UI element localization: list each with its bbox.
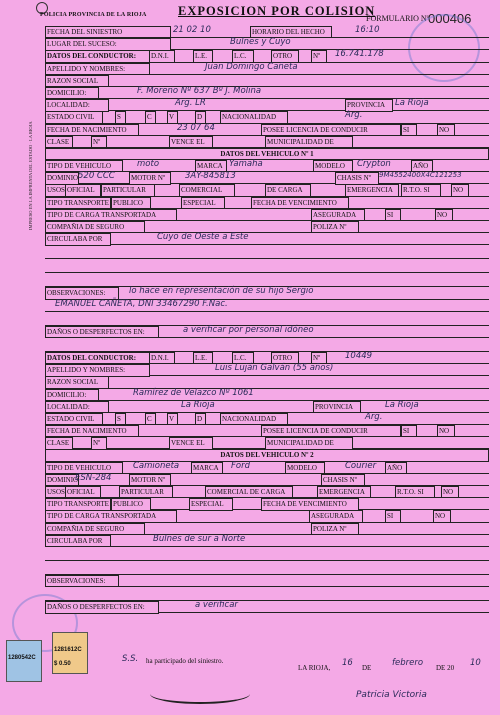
label-municipalidad: MUNICIPALIDAD DE [265,136,353,148]
value-firma2: Patricia Victoria [356,690,427,700]
value-lugar: Bulnes y Cuyo [230,37,291,48]
label-ano: AÑO [385,462,407,474]
value-danos1: a verificar por personal idóneo [183,324,314,335]
blank-row [45,561,489,575]
row-circulaba2 [45,535,489,547]
label-c: C [145,111,156,123]
de-label: DE [362,664,372,672]
label-compania: COMPAÑIA DE SEGURO [45,221,145,233]
label-datos-conductor: DATOS DEL CONDUCTOR: [45,50,150,62]
label-motor: MOTOR Nº [129,172,171,184]
label-no: NO [435,209,453,221]
blank-row [45,259,489,273]
form-title: EXPOSICION POR COLISION [178,4,376,18]
label-poliza: POLIZA Nº [311,523,359,535]
label-danos: DAÑOS O DESPERFECTOS EN: [45,326,159,338]
value-circulaba1: Cuyo de Oeste a Este [157,232,249,243]
label-asegurada: ASEGURADA [309,510,363,522]
row-transporte1 [45,197,489,209]
row-fnac1 [45,124,489,136]
value-domicilio1: F. Moreno Nº 637 Bº J. Molina [137,85,262,96]
label-observaciones: OBSERVACIONES: [45,575,119,587]
label-v: V [167,413,178,425]
label-no: NO [433,510,451,522]
label-chasis: CHASIS Nº [335,172,379,184]
row-clase1 [45,136,489,148]
row-localidad1 [45,99,489,111]
label-v: V [167,111,178,123]
row-carga2 [45,510,489,522]
value-marca1: Yamaha [229,159,263,170]
label-tipo-vehiculo: TIPO DE VEHICULO [45,462,123,474]
row-section-veh2 [45,449,489,461]
label-razon: RAZON SOCIAL [45,75,109,87]
label-poliza: POLIZA Nº [311,221,359,233]
label-c: C [145,413,156,425]
label-nacionalidad: NACIONALIDAD [220,413,288,425]
value-fnac1: 23 07 64 [177,122,215,133]
label-d: D [195,413,206,425]
label-vence: VENCE EL [169,136,213,148]
row-apellido1 [45,63,489,75]
label-dominio: DOMINIO [45,474,79,486]
row-danos2 [45,601,489,613]
row-razon2 [45,376,489,388]
value-dominio1: 520 CCC [78,171,115,182]
label-no: NO [437,425,455,437]
label-otro: OTRO [271,50,299,62]
section-vehiculo-2: DATOS DEL VEHICULO Nº 2 [45,449,489,461]
value-obs2: EMANUEL CAÑETA, DNI 33467290 F.Nac. [55,298,228,309]
blank-row [45,312,489,326]
value-modelo2: Courier [345,460,377,471]
label-oficial: OFICIAL [65,184,101,196]
label-domicilio: DOMICILIO: [45,87,99,99]
label-apellido: APELLIDO Y NOMBRES: [45,364,150,376]
label-provincia: PROVINCIA [345,99,393,111]
label-rto-si: R.T.O. SI [395,486,435,498]
label-circulaba: CIRCULABA POR [45,535,111,547]
value-domicilio2: Ramírez de Velazco Nº 1061 [133,387,254,398]
value-danos2: a verificar [195,600,238,611]
row-tipo2 [45,462,489,474]
value-circulaba2: Bulnes de sur a Norte [153,533,246,544]
label-usos: USOS [45,486,67,498]
blank-row [45,547,489,561]
label-observaciones: OBSERVACIONES: [45,287,119,299]
label-lc: L.C. [232,352,254,364]
label-tipo-transporte: TIPO TRANSPORTE [45,498,111,510]
label-n: Nº [311,352,327,364]
row-lugar [45,38,489,50]
label-si: SI [401,124,417,136]
blank-row [45,338,489,352]
row-estado1 [45,111,489,123]
label-municipalidad: MUNICIPALIDAD DE [265,437,353,449]
value-nacionalidad2: Arg. [365,411,383,422]
label-dni: D.N.I. [149,50,175,62]
value-fecha-mes: febrero [392,658,424,668]
label-localidad: LOCALIDAD: [45,99,109,111]
value-dominio2: ESN-284 [75,472,112,483]
label-usos: USOS [45,184,67,196]
label-fecha-venc: FECHA DE VENCIMIENTO [261,498,359,510]
label-tipo-carga: TIPO DE CARGA TRANSPORTADA [45,510,177,522]
label-fecha-nac: FECHA DE NACIMIENTO [45,425,139,437]
printer-side-text: IMPRESO EN LA IMPRENTA DEL ESTADO · LA RIOJA [28,121,33,230]
label-s: S [115,111,126,123]
row-obs2 [45,300,489,312]
label-datos-conductor: DATOS DEL CONDUCTOR: [45,352,150,364]
label-domicilio: DOMICILIO: [45,389,99,401]
value-localidad1: Arg. LR [175,98,206,109]
value-nombre2: Luis Luján Galván (55 años) [215,363,334,374]
label-fecha-venc: FECHA DE VENCIMIENTO [251,197,349,209]
label-localidad: LOCALIDAD: [45,401,109,413]
label-dni: D.N.I. [149,352,175,364]
value-modelo1: Crypton [357,159,391,170]
row-domicilio2 [45,389,489,401]
row-apellido2 [45,364,489,376]
label-si: SI [385,209,401,221]
label-no: NO [451,184,469,196]
label-le: L.E. [193,352,213,364]
label-motor: MOTOR Nº [129,474,171,486]
label-n: Nº [311,50,327,62]
label-lc: L.C. [232,50,254,62]
label-provincia: PROVINCIA [313,401,361,413]
label-d: D [195,111,206,123]
value-marca2: Ford [231,460,250,471]
value-provincia1: La Rioja [395,98,429,109]
value-chasis1: 9M4552400X4C121253 [379,171,462,180]
label-particular: PARTICULAR [119,486,173,498]
label-clase: CLASE [45,437,73,449]
label-horario: HORARIO DEL HECHO [250,26,332,38]
label-comercial: COMERCIAL [179,184,235,196]
row-dominio1 [45,172,489,184]
label-danos: DAÑOS O DESPERFECTOS EN: [45,601,159,613]
label-razon: RAZON SOCIAL [45,376,109,388]
label-si: SI [385,510,401,522]
row-carga1 [45,209,489,221]
participado-text: ha participado del siniestro. [146,657,224,665]
label-le: L.E. [193,50,213,62]
blank-row [45,245,489,259]
seal-number-1: 1280542C [8,655,36,661]
label-de-carga: DE CARGA [265,184,311,196]
row-estado2 [45,413,489,425]
label-publico: PUBLICO [111,498,151,510]
label-tipo-carga: TIPO DE CARGA TRANSPORTADA [45,209,177,221]
label-comercial-carga: COMERCIAL DE CARGA [205,486,293,498]
value-localidad2: La Rioja [181,399,215,410]
row-section-veh1 [45,148,489,160]
label-otro: OTRO [271,352,299,364]
label-apellido: APELLIDO Y NOMBRES: [45,63,150,75]
row-transporte2 [45,498,489,510]
label-licencia: POSEE LICENCIA DE CONDUCIR [261,124,401,136]
label-especial: ESPECIAL [189,498,233,510]
label-tipo-vehiculo: TIPO DE VEHICULO [45,160,123,172]
form-grid [45,26,489,613]
row-usos2 [45,486,489,498]
revenue-seal [6,640,42,682]
row-circulaba1 [45,233,489,245]
label-asegurada: ASEGURADA [311,209,365,221]
row-obs-v2 [45,575,489,587]
blank-row [45,587,489,601]
seal-number-2: 1281612C [54,647,82,653]
label-clase: CLASE [45,136,73,148]
value-dni1: 16.741.178 [335,49,384,60]
value-fecha-ano: 10 [470,658,481,668]
label-fecha-siniestro: FECHA DEL SINIESTRO [45,26,171,38]
label-modelo: MODELO [313,160,353,172]
seal-value: $ 0.50 [54,661,71,667]
label-fecha-nac: FECHA DE NACIMIENTO [45,124,139,136]
label-n: Nº [91,136,107,148]
value-motor1: 3AY-845813 [185,171,236,182]
label-dominio: DOMINIO [45,172,79,184]
form-number-label: FORMULARIO Nº [366,14,430,23]
label-oficial: OFICIAL [65,486,101,498]
label-compania: COMPAÑIA DE SEGURO [45,523,145,535]
de-year-label: DE 20 [436,664,455,672]
row-razon1 [45,75,489,87]
value-obs1: lo hace en representación de su hijo Sergio [129,286,314,297]
value-nacionalidad1: Arg. [345,110,363,121]
value-tipo2: Camioneta [133,460,180,471]
label-estado-civil: ESTADO CIVIL [45,413,103,425]
la-rioja-label: LA RIOJA, [298,664,331,672]
value-fecha-dia: 16 [342,658,353,668]
form-number: 000406 [428,11,472,26]
label-ano: AÑO [411,160,433,172]
value-firma-ref: S.S. [122,654,139,664]
label-emergencia: EMERGENCIA [317,486,371,498]
revenue-seal [52,632,88,674]
signature-1 [150,684,250,704]
value-dni2: 10449 [345,350,373,361]
label-licencia: POSEE LICENCIA DE CONDUCIR [261,425,401,437]
label-marca: MARCA [195,160,227,172]
label-modelo: MODELO [285,462,325,474]
row-usos1 [45,184,489,196]
row-danos1 [45,326,489,338]
row-clase2 [45,437,489,449]
label-nacionalidad: NACIONALIDAD [220,111,288,123]
row-seguro2 [45,523,489,535]
label-circulaba: CIRCULABA POR [45,233,111,245]
label-no: NO [437,124,455,136]
section-vehiculo-1: DATOS DEL VEHICULO Nº 1 [45,148,489,160]
label-n: Nº [91,437,107,449]
label-chasis: CHASIS Nº [321,474,365,486]
row-seguro1 [45,221,489,233]
label-rto-si: R.T.O. SI [401,184,441,196]
label-no: NO [441,486,459,498]
label-estado-civil: ESTADO CIVIL [45,111,103,123]
label-marca: MARCA [191,462,223,474]
value-hora: 16:10 [355,25,380,35]
value-tipo1: moto [137,159,160,170]
value-fecha: 21 02 10 [173,25,211,35]
row-localidad2 [45,401,489,413]
label-s: S [115,413,126,425]
label-publico: PUBLICO [111,197,151,209]
agency-name: POLICIA PROVINCIA DE LA RIOJA [40,12,147,18]
label-si: SI [401,425,417,437]
row-fnac2 [45,425,489,437]
label-vence: VENCE EL [169,437,213,449]
value-nombre1: Juan Domingo Cañeta [205,61,298,72]
value-provincia2: La Rioja [385,399,419,410]
label-tipo-transporte: TIPO TRANSPORTE [45,197,111,209]
label-particular: PARTICULAR [101,184,155,196]
label-emergencia: EMERGENCIA [345,184,399,196]
label-lugar: LUGAR DEL SUCESO: [45,38,171,50]
row-dominio2 [45,474,489,486]
label-especial: ESPECIAL [181,197,225,209]
